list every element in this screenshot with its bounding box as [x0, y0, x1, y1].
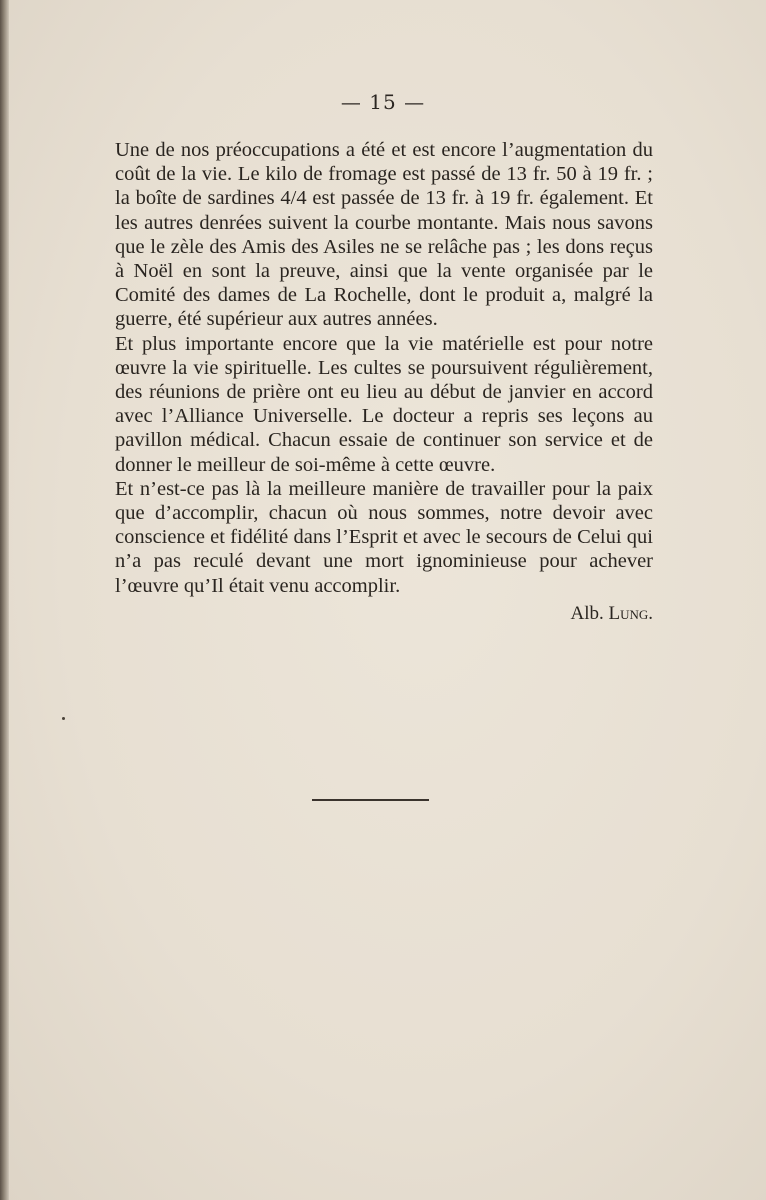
signature	[500, 603, 653, 625]
paragraph-1: Une de nos préoccupations a été et est encore l’augmentation du coût de la vie. Le kilo de fromage est passé de 13 fr. 50 à 19 fr. ; la boîte de sardines 4/4 est passée de 13 fr. à 19 fr. également. Et les autres denrées suivent la courbe montante. Mais nous savons que le zèle des Amis des Asiles ne se relâche pas ; les dons reçus à Noël en sont la preuve, ainsi que la vente organisée par le Comité des dames de La Rochelle, dont le produit a, malgré la guerre, été supérieur aux autres années.	[115, 139, 653, 331]
signature-initial: Alb.	[570, 603, 604, 624]
end-rule-divider	[312, 799, 429, 801]
body-text	[115, 138, 653, 598]
book-spine-shadow	[0, 0, 9, 1200]
paragraph-3: Et n’est-ce pas là la meilleure manière de travailler pour la paix que d’accomplir, chacun où nous sommes, notre devoir avec conscience et fidélité dans l’Esprit et avec le secours de Celui qui n’a pas reculé devant une mort ignominieuse pour achever l’œuvre qu’Il était venu accomplir.	[115, 477, 653, 597]
signature-surname: Lung.	[608, 603, 653, 624]
margin-speck	[62, 717, 65, 720]
paragraph-2: Et plus importante encore que la vie matérielle est pour notre œuvre la vie spirituelle. Les cultes se poursuivent régulièrement, des réunions de prière ont eu lieu au début de janvier en accord avec l’Alliance Universelle. Le docteur a repris ses leçons au pavillon médical. Chacun essaie de continuer son service et de donner le meilleur de soi-même à cette œuvre.	[115, 332, 653, 476]
page-number: — 15 —	[340, 90, 426, 114]
